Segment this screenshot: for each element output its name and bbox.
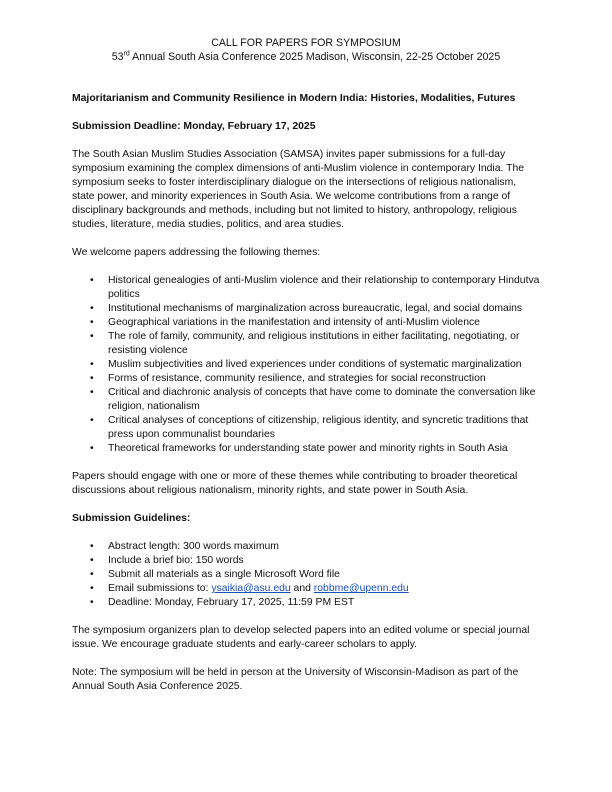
email-link-robbme[interactable]: robbme@upenn.edu bbox=[313, 583, 409, 594]
document-title: CALL FOR PAPERS FOR SYMPOSIUM bbox=[211, 37, 401, 49]
list-item: • Historical genealogies of anti-Muslim violence and their relationship to contemporary Hindutva politics bbox=[108, 274, 540, 302]
email-join: and bbox=[290, 583, 314, 594]
email-link-ysaikia[interactable]: ysaikia@asu.edu bbox=[211, 583, 291, 594]
list-item: • Forms of resistance, community resilience, and strategies for social reconstruction bbox=[108, 372, 540, 386]
guidelines-heading: Submission Guidelines: bbox=[72, 513, 191, 524]
guideline-format: • Submit all materials as a single Microsoft Word file bbox=[108, 568, 540, 582]
note-paragraph: Note: The symposium will be held in person at the University of Wisconsin-Madison as part of the Annual South Asia Conference 2025. bbox=[72, 667, 519, 692]
list-item: • Theoretical frameworks for understanding state power and minority rights in South Asia bbox=[108, 442, 540, 456]
themes-intro: We welcome papers addressing the following themes: bbox=[72, 247, 321, 258]
intro-paragraph: The South Asian Muslim Studies Association (SAMSA) invites paper submissions for a full-day symposium examining the complex dimensions of anti-Muslim violence in contemporary India. The symposium seeks to foster interdisciplinary dialogue on the intersections of religious nationalism, state power, and minority experiences in South Asia. We welcome contributions from a range of disciplinary backgrounds and methods, including but not limited to history, anthropology, religious studies, literature, media studies, politics, and area studies. bbox=[72, 149, 525, 230]
ordinal-suffix: rd bbox=[123, 50, 130, 58]
symposium-title: Majoritarianism and Community Resilience in Modern India: Histories, Modalities, Futures bbox=[72, 93, 516, 104]
document-subtitle bbox=[72, 50, 540, 64]
list-item: • The role of family, community, and religious institutions in either facilitating, negotiating, or resisting violence bbox=[108, 330, 540, 358]
guidelines-list bbox=[72, 540, 540, 610]
list-item: • Critical analyses of conceptions of citizenship, religious identity, and syncretic traditions that press upon communalist boundaries bbox=[108, 414, 540, 442]
guideline-email bbox=[108, 582, 540, 596]
list-item: • Critical and diachronic analysis of concepts that have come to dominate the conversation like religion, nationalism bbox=[108, 386, 540, 414]
list-item: • Geographical variations in the manifestation and intensity of anti-Muslim violence bbox=[108, 316, 540, 330]
guideline-deadline: • Deadline: Monday, February 17, 2025, 11:59 PM EST bbox=[108, 596, 540, 610]
guideline-bio: • Include a brief bio: 150 words bbox=[108, 554, 540, 568]
plans-paragraph: The symposium organizers plan to develop selected papers into an edited volume or special journal issue. We encourage graduate students and early-career scholars to apply. bbox=[72, 625, 530, 650]
themes-outro: Papers should engage with one or more of these themes while contributing to broader theoretical discussions about religious nationalism, minority rights, and state power in South Asia. bbox=[72, 471, 518, 496]
ordinal-number: 53 bbox=[111, 51, 124, 63]
themes-list bbox=[72, 274, 540, 456]
deadline-heading: Submission Deadline: Monday, February 17, 2025 bbox=[72, 121, 316, 132]
list-item: • Muslim subjectivities and lived experiences under conditions of systematic marginalization bbox=[108, 358, 540, 372]
email-prefix: Email submissions to: bbox=[108, 583, 212, 594]
list-item: • Institutional mechanisms of marginalization across bureaucratic, legal, and social domains bbox=[108, 302, 540, 316]
guideline-abstract: • Abstract length: 300 words maximum bbox=[108, 540, 540, 554]
subtitle-text: Annual South Asia Conference 2025 Madison, Wisconsin, 22-25 October 2025 bbox=[129, 51, 501, 63]
